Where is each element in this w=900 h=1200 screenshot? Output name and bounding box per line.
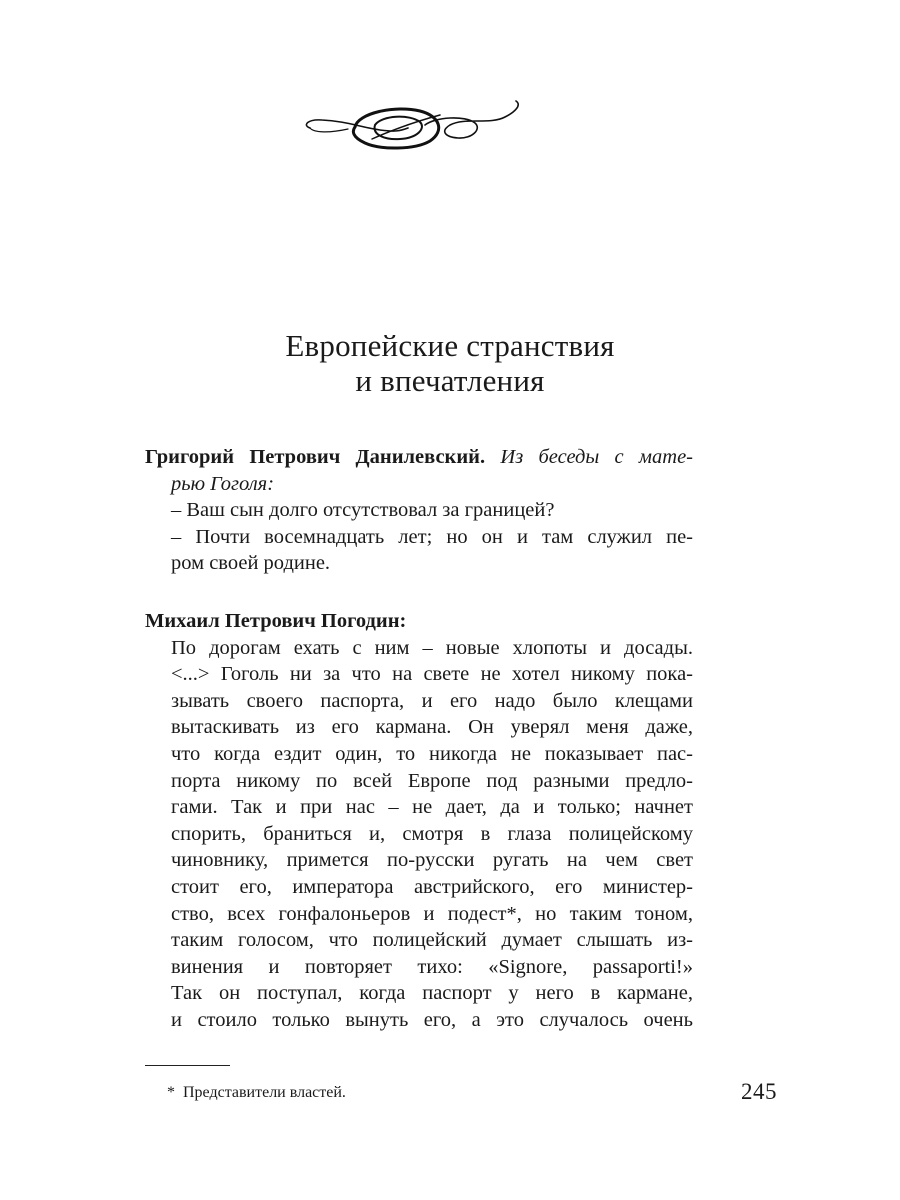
text-line: – Ваш сын долго отсутствовал за границей? <box>171 499 555 522</box>
author-name: Михаил Петрович Погодин: <box>145 610 407 632</box>
text-line <box>145 444 693 471</box>
text-line: ром своей родине. <box>171 552 331 575</box>
text-line: гами. Так и при нас – не дает, да и только; начнет <box>171 796 693 819</box>
text-line: стоит его, императора австрийского, его министер- <box>171 875 693 898</box>
source-note: Из беседы с мате- <box>500 446 693 468</box>
chapter-title-line-2: и впечатления <box>355 363 545 398</box>
text-line: и стоило только вынуть его, а это случалось очень <box>171 1008 693 1031</box>
text-line: спорить, браниться и, смотря в глаза полицейскому <box>171 822 693 845</box>
page-number: 245 <box>741 1079 777 1104</box>
text-line: винения и повторяет тихо: «Signore, passaporti!» <box>171 955 693 978</box>
text-line: – Почти восемнадцать лет; но он и там служил пе- <box>171 525 693 548</box>
footnote <box>167 1083 346 1103</box>
text-line: вытаскивать из его кармана. Он уверял меня даже, <box>171 716 693 739</box>
text-line: чиновнику, примется по-русски ругать на чем свет <box>171 849 693 872</box>
text-line: порта никому по всей Европе под разными предло- <box>171 769 693 792</box>
text-line: Так он поступал, когда паспорт у него в кармане, <box>171 982 693 1005</box>
text-line: таким голосом, что полицейский думает слышать из- <box>171 929 693 952</box>
source-note-continued: рью Гоголя: <box>171 472 275 495</box>
quote-block-danilevsky <box>145 444 693 577</box>
text-line: ство, всех гонфалоньеров и подест*, но таким тоном, <box>171 902 693 925</box>
text-line: <...> Гоголь ни за что на свете не хотел никому пока- <box>171 663 693 686</box>
footnote-text: Представители властей. <box>183 1084 346 1101</box>
flourish-ornament-icon <box>300 95 530 165</box>
text-line: зывать своего паспорта, и его надо было клещами <box>171 689 693 712</box>
chapter-title-line-1: Европейские странствия <box>285 328 615 363</box>
footnote-divider <box>145 1065 230 1066</box>
author-name: Григорий Петрович Данилевский. <box>145 446 486 468</box>
quote-block-pogodin <box>145 608 693 1034</box>
footnote-marker: * <box>167 1084 175 1101</box>
text-line: что когда ездит один, то никогда не показывает пас- <box>171 742 693 765</box>
text-line: По дорогам ехать с ним – новые хлопоты и досады. <box>171 636 693 659</box>
chapter-title <box>0 328 900 398</box>
